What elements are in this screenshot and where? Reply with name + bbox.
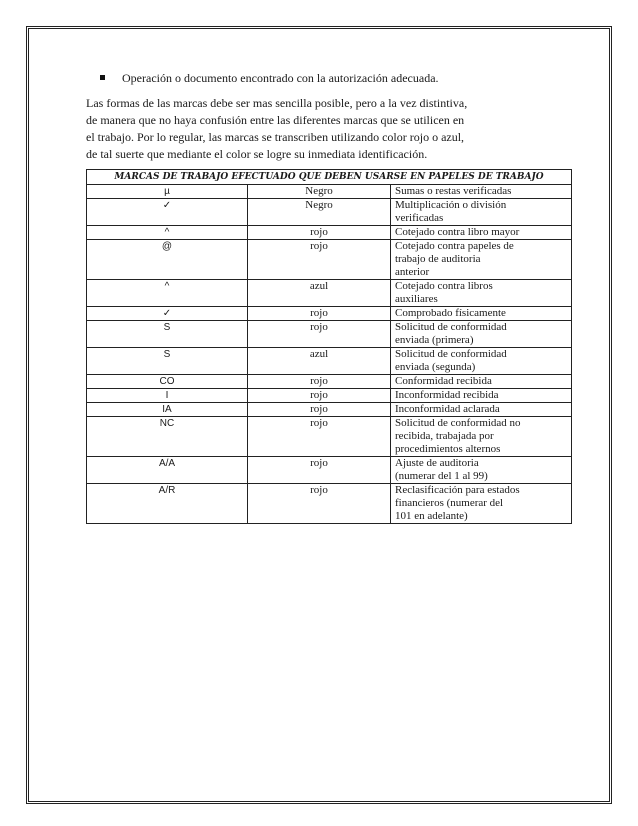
mark-symbol: CO: [87, 375, 248, 389]
mark-color: rojo: [248, 375, 391, 389]
table-row: [87, 403, 572, 417]
table-row: [87, 226, 572, 240]
description-line: procedimientos alternos: [395, 443, 501, 455]
mark-description: [391, 348, 572, 375]
mark-symbol: ✓: [87, 199, 248, 226]
mark-symbol: µ: [87, 185, 248, 199]
table-row: [87, 389, 572, 403]
description-line: Conformidad recibida: [395, 375, 492, 387]
description-line: verificadas: [395, 212, 444, 224]
description-line: Ajuste de auditoria: [395, 457, 479, 469]
description-line: Cotejado contra papeles de: [395, 240, 514, 252]
description-line: enviada (segunda): [395, 361, 476, 373]
mark-symbol: ✓: [87, 307, 248, 321]
mark-color: rojo: [248, 321, 391, 348]
bullet-text: Operación o documento encontrado con la autorización adecuada.: [122, 71, 439, 85]
mark-symbol: I: [87, 389, 248, 403]
paragraph: [86, 95, 572, 163]
paragraph-line: de manera que no haya confusión entre las diferentes marcas que se utilicen en: [86, 113, 465, 127]
description-line: Solicitud de conformidad: [395, 321, 507, 333]
description-line: trabajo de auditoria: [395, 253, 481, 265]
mark-color: rojo: [248, 457, 391, 484]
description-line: (numerar del 1 al 99): [395, 470, 488, 482]
description-line: Inconformidad aclarada: [395, 403, 500, 415]
mark-color: rojo: [248, 417, 391, 457]
mark-description: [391, 389, 572, 403]
description-line: Cotejado contra libros: [395, 280, 493, 292]
mark-description: [391, 199, 572, 226]
mark-description: [391, 280, 572, 307]
table-row: [87, 185, 572, 199]
mark-symbol: S: [87, 321, 248, 348]
marks-table: [86, 169, 572, 524]
description-line: auxiliares: [395, 293, 438, 305]
mark-color: rojo: [248, 484, 391, 524]
mark-description: [391, 417, 572, 457]
table-row: [87, 348, 572, 375]
mark-description: [391, 240, 572, 280]
description-line: enviada (primera): [395, 334, 474, 346]
description-line: Cotejado contra libro mayor: [395, 226, 520, 238]
paragraph-line: Las formas de las marcas debe ser mas sencilla posible, pero a la vez distintiva,: [86, 96, 468, 110]
table-row: [87, 307, 572, 321]
mark-symbol: NC: [87, 417, 248, 457]
mark-color: rojo: [248, 307, 391, 321]
table-body: [87, 185, 572, 524]
mark-description: [391, 321, 572, 348]
mark-description: [391, 375, 572, 389]
table-row: [87, 417, 572, 457]
mark-color: azul: [248, 280, 391, 307]
mark-color: rojo: [248, 389, 391, 403]
mark-symbol: ^: [87, 280, 248, 307]
description-line: Sumas o restas verificadas: [395, 185, 512, 197]
mark-color: rojo: [248, 240, 391, 280]
description-line: Comprobado físicamente: [395, 307, 506, 319]
mark-description: [391, 403, 572, 417]
mark-symbol: IA: [87, 403, 248, 417]
paragraph-line: de tal suerte que mediante el color se logre su inmediata identificación.: [86, 147, 428, 161]
description-line: Solicitud de conformidad: [395, 348, 507, 360]
bullet-item: [86, 70, 572, 86]
paragraph-line: el trabajo. Por lo regular, las marcas se transcriben utilizando color rojo o azul,: [86, 130, 465, 144]
mark-description: [391, 484, 572, 524]
mark-description: [391, 185, 572, 199]
mark-color: rojo: [248, 403, 391, 417]
mark-color: azul: [248, 348, 391, 375]
mark-description: [391, 307, 572, 321]
mark-symbol: A/A: [87, 457, 248, 484]
mark-color: rojo: [248, 226, 391, 240]
description-line: 101 en adelante): [395, 510, 468, 522]
table-row: [87, 240, 572, 280]
table-header-row: [87, 170, 572, 185]
description-line: Multiplicación o división: [395, 199, 507, 211]
mark-symbol: A/R: [87, 484, 248, 524]
mark-description: [391, 457, 572, 484]
table-row: [87, 457, 572, 484]
mark-symbol: ^: [87, 226, 248, 240]
description-line: Reclasificación para estados: [395, 484, 520, 496]
mark-color: Negro: [248, 199, 391, 226]
description-line: financieros (numerar del: [395, 497, 504, 509]
mark-description: [391, 226, 572, 240]
table-row: [87, 199, 572, 226]
table-row: [87, 375, 572, 389]
description-line: recibida, trabajada por: [395, 430, 494, 442]
description-line: Inconformidad recibida: [395, 389, 499, 401]
mark-symbol: S: [87, 348, 248, 375]
description-line: anterior: [395, 266, 430, 278]
table-header: MARCAS DE TRABAJO EFECTUADO QUE DEBEN USARSE EN PAPELES DE TRABAJO: [87, 170, 572, 185]
mark-symbol: @: [87, 240, 248, 280]
mark-color: Negro: [248, 185, 391, 199]
document-body: [86, 70, 572, 524]
table-row: [87, 321, 572, 348]
table-row: [87, 484, 572, 524]
table-row: [87, 280, 572, 307]
description-line: Solicitud de conformidad no: [395, 417, 521, 429]
bullet-square-icon: [100, 75, 105, 80]
